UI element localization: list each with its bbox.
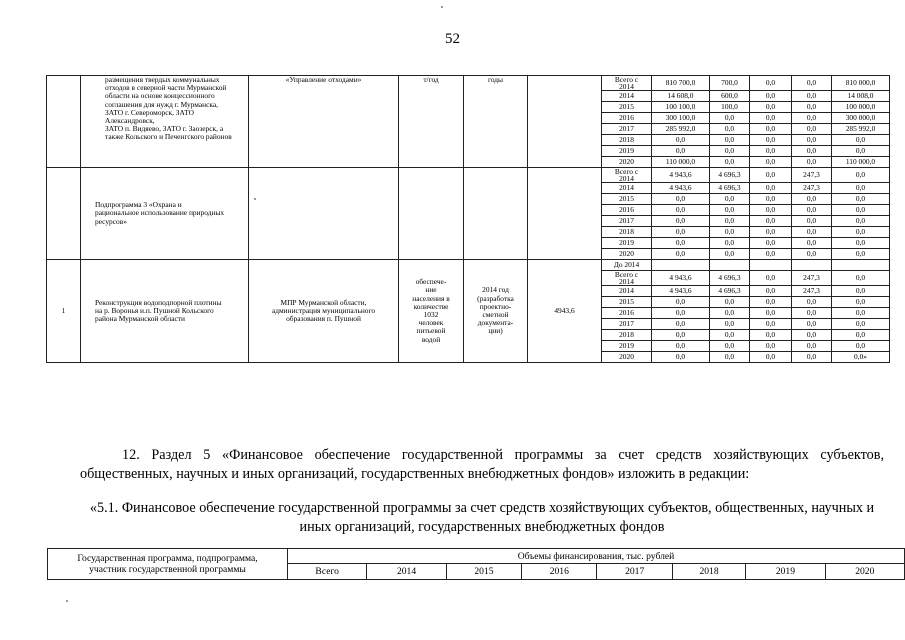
year-cell: 2017 [602, 319, 652, 330]
amount-cell: 100 000,0 [832, 102, 890, 113]
amount-cell: 247,3 [792, 168, 832, 183]
amount-cell: 0,0 [710, 352, 750, 363]
year-cell: 2020 [602, 352, 652, 363]
amount-cell: 0,0 [710, 216, 750, 227]
amount-cell: 0,0 [750, 124, 792, 135]
paragraph-5-1: «5.1. Финансовое обеспечение государственной программы за счет средств хозяйствующих субъектов, общественных, научных и иных организаций, государственных внебюджетных фондов [89, 500, 875, 535]
amount-cell: 0,0 [652, 135, 710, 146]
year-cell: 2014 [602, 286, 652, 297]
amount-cell: 0,0 [832, 271, 890, 286]
amount-cell: 4 943,6 [652, 183, 710, 194]
table-row [47, 76, 890, 91]
amount-cell: 0,0 [832, 194, 890, 205]
year-cell: Всего с 2014 [602, 271, 652, 286]
program-column-header: Государственная программа, подпрограмма, участник государственной программы [48, 549, 288, 580]
executor-cell: «Управление отходами» [249, 76, 399, 168]
col-2015-header: 2015 [446, 564, 521, 580]
amount-cell: 0,0 [710, 308, 750, 319]
amount-cell: 0,0 [792, 91, 832, 102]
page-number: 52 [445, 31, 460, 47]
amount-cell: 0,0 [710, 157, 750, 168]
amount-cell: 0,0 [832, 286, 890, 297]
amount-cell: 0,0 [832, 146, 890, 157]
row-number-cell: 1 [47, 260, 81, 363]
scan-speck [254, 198, 256, 200]
col-2014-header: 2014 [367, 564, 446, 580]
amount-cell: 0,0 [750, 249, 792, 260]
year-cell: 2015 [602, 102, 652, 113]
amount-cell: 0,0 [710, 297, 750, 308]
amount-cell: 110 000,0 [832, 157, 890, 168]
amount-cell: 0,0 [792, 146, 832, 157]
year-cell: 2016 [602, 113, 652, 124]
amount-cell: 0,0 [792, 352, 832, 363]
year-cell: 2016 [602, 308, 652, 319]
amount-cell: 0,0 [792, 124, 832, 135]
amount-cell: 0,0 [832, 183, 890, 194]
amount-cell: 810 000,0 [832, 76, 890, 91]
program-funding-table [46, 75, 890, 363]
row-number-cell [47, 76, 81, 168]
amount-cell: 0,0 [832, 308, 890, 319]
amount-cell: 0,0 [710, 341, 750, 352]
amount-cell: 0,0 [792, 238, 832, 249]
amount-cell: 0,0 [710, 319, 750, 330]
year-cell: 2020 [602, 157, 652, 168]
year-cell: 2018 [602, 227, 652, 238]
amount-cell: 0,0 [750, 135, 792, 146]
result-cell: годы [464, 76, 528, 168]
amount-cell: 0,0 [832, 205, 890, 216]
amount-cell: 0,0 [832, 168, 890, 183]
year-cell: 2019 [602, 146, 652, 157]
measure-name-cell: Подпрограмма 3 «Охрана и рациональное использование природных ресурсов» [81, 168, 249, 260]
amount-cell: 0,0 [750, 183, 792, 194]
amount-cell: 100,0 [710, 102, 750, 113]
amount-cell: 0,0 [792, 341, 832, 352]
scan-speck [66, 600, 68, 602]
amount-cell: 0,0 [710, 205, 750, 216]
amount-cell: 4 943,6 [652, 271, 710, 286]
amount-cell [750, 260, 792, 271]
amount-cell: 0,0 [832, 319, 890, 330]
funding-column-header: Объемы финансирования, тыс. рублей [288, 549, 905, 564]
executor-cell: МПР Мурманской области, администрация муниципального образования п. Пушной [249, 260, 399, 363]
funding-volume-table [47, 548, 905, 580]
amount-cell: 0,0 [750, 168, 792, 183]
amount-cell: 0,0 [750, 352, 792, 363]
col-2016-header: 2016 [522, 564, 597, 580]
amount-cell [652, 260, 710, 271]
col-2020-header: 2020 [825, 564, 904, 580]
amount-cell: 0,0 [710, 227, 750, 238]
indicator-cell: обеспече- ние населения в количестве 1032 человек питьевой водой [399, 260, 464, 363]
amount-cell: 0,0 [652, 308, 710, 319]
year-cell: 2017 [602, 216, 652, 227]
col-2019-header: 2019 [746, 564, 825, 580]
cost-cell [528, 76, 602, 168]
year-cell: 2016 [602, 205, 652, 216]
amount-cell: 0,0 [652, 146, 710, 157]
amount-cell: 0,0 [792, 102, 832, 113]
amount-cell: 0,0 [750, 216, 792, 227]
table-row [47, 168, 890, 183]
amount-cell: 247,3 [792, 271, 832, 286]
result-cell [464, 168, 528, 260]
amount-cell: 300 100,0 [652, 113, 710, 124]
amount-cell: 285 992,0 [832, 124, 890, 135]
amount-cell: 0,0 [832, 135, 890, 146]
year-cell: 2018 [602, 330, 652, 341]
amount-cell: 0,0 [750, 227, 792, 238]
measure-name-cell: размещения твердых коммунальных отходов в северной части Мурманской области на основе концессионного соглашения для нужд г. Мурманска, ЗАТО г. Североморск, ЗАТО Александровск, ЗАТО п. Видяево, ЗАТО г. Заозерск, а также Кольского и Печенгского районов [81, 76, 249, 168]
amount-cell: 0,0 [750, 146, 792, 157]
col-2018-header: 2018 [672, 564, 745, 580]
year-cell: 2015 [602, 297, 652, 308]
amount-cell [832, 260, 890, 271]
measure-name-cell: Реконструкция водоподпорной плотины на р. Воронья и.п. Пушной Кольского района Мурманской области [81, 260, 249, 363]
cost-cell: 4943,6 [528, 260, 602, 363]
amount-cell: 0,0 [710, 135, 750, 146]
amount-cell: 0,0 [652, 341, 710, 352]
indicator-cell: т/год [399, 76, 464, 168]
year-cell: 2019 [602, 238, 652, 249]
amount-cell: 0,0 [652, 297, 710, 308]
year-cell: 2018 [602, 135, 652, 146]
amount-cell: 0,0 [710, 124, 750, 135]
amount-cell: 247,3 [792, 183, 832, 194]
amount-cell: 0,0 [792, 205, 832, 216]
amount-cell: 600,0 [710, 91, 750, 102]
row-number-cell [47, 168, 81, 260]
scan-speck [441, 6, 443, 8]
executor-cell [249, 168, 399, 260]
amount-cell: 0,0 [750, 330, 792, 341]
year-cell: 2020 [602, 249, 652, 260]
amount-cell: 0,0 [832, 238, 890, 249]
amount-cell: 14 608,0 [652, 91, 710, 102]
amount-cell: 810 700,0 [652, 76, 710, 91]
amount-cell: 0,0 [710, 113, 750, 124]
amount-cell: 0,0 [652, 205, 710, 216]
amount-cell: 0,0 [750, 297, 792, 308]
amount-cell: 0,0 [710, 194, 750, 205]
amount-cell [710, 260, 750, 271]
amount-cell: 4 696,3 [710, 286, 750, 297]
amount-cell: 0,0 [710, 330, 750, 341]
amount-cell: 4 943,6 [652, 286, 710, 297]
amount-cell: 0,0 [750, 157, 792, 168]
amount-cell: 0,0 [652, 249, 710, 260]
year-cell: Всего с 2014 [602, 168, 652, 183]
amount-cell: 0,0 [652, 216, 710, 227]
amount-cell: 0,0 [750, 341, 792, 352]
amount-cell: 0,0 [792, 319, 832, 330]
year-cell: Всего с 2014 [602, 76, 652, 91]
amount-cell: 0,0 [710, 238, 750, 249]
table-row [47, 260, 890, 271]
year-cell: 2015 [602, 194, 652, 205]
amount-cell: 0,0 [750, 91, 792, 102]
amount-cell: 0,0 [652, 352, 710, 363]
amount-cell: 0,0 [792, 76, 832, 91]
amount-cell: 0,0 [832, 249, 890, 260]
amount-cell: 14 008,0 [832, 91, 890, 102]
amount-cell: 0,0 [750, 194, 792, 205]
amount-cell: 0,0 [832, 330, 890, 341]
amount-cell: 4 696,3 [710, 271, 750, 286]
amount-cell: 110 000,0 [652, 157, 710, 168]
col-total-header: Всего [288, 564, 367, 580]
indicator-cell [399, 168, 464, 260]
year-cell: До 2014 [602, 260, 652, 271]
amount-cell: 0,0 [792, 297, 832, 308]
amount-cell: 0,0 [832, 341, 890, 352]
year-cell: 2014 [602, 183, 652, 194]
amount-cell: 285 992,0 [652, 124, 710, 135]
amount-cell: 0,0 [792, 113, 832, 124]
year-cell: 2017 [602, 124, 652, 135]
amount-cell: 4 696,3 [710, 183, 750, 194]
amount-cell: 300 000,0 [832, 113, 890, 124]
cost-cell [528, 168, 602, 260]
amount-cell: 0,0» [832, 352, 890, 363]
amount-cell: 0,0 [750, 205, 792, 216]
amount-cell: 0,0 [652, 330, 710, 341]
paragraph-12: 12. Раздел 5 «Финансовое обеспечение государственной программы за счет средств хозяйствующих субъектов, общественных, научных и иных организаций, государственных внебюджетных фондов» изложить в редакции: [80, 447, 884, 482]
amount-cell: 0,0 [832, 227, 890, 238]
amount-cell: 4 943,6 [652, 168, 710, 183]
year-cell: 2019 [602, 341, 652, 352]
amount-cell: 0,0 [792, 249, 832, 260]
amount-cell [792, 260, 832, 271]
amount-cell: 0,0 [832, 216, 890, 227]
amount-cell: 100 100,0 [652, 102, 710, 113]
amount-cell: 0,0 [710, 249, 750, 260]
amount-cell: 0,0 [750, 102, 792, 113]
amount-cell: 0,0 [792, 308, 832, 319]
amount-cell: 0,0 [750, 76, 792, 91]
amount-cell: 0,0 [750, 308, 792, 319]
amount-cell: 0,0 [750, 113, 792, 124]
amount-cell: 700,0 [710, 76, 750, 91]
year-cell: 2014 [602, 91, 652, 102]
amount-cell: 0,0 [792, 194, 832, 205]
amount-cell: 0,0 [750, 319, 792, 330]
col-2017-header: 2017 [597, 564, 672, 580]
amount-cell: 0,0 [652, 194, 710, 205]
amount-cell: 247,3 [792, 286, 832, 297]
amount-cell: 0,0 [832, 297, 890, 308]
amount-cell: 0,0 [792, 157, 832, 168]
amount-cell: 0,0 [750, 271, 792, 286]
amount-cell: 0,0 [652, 319, 710, 330]
amount-cell: 0,0 [792, 216, 832, 227]
amount-cell: 0,0 [792, 135, 832, 146]
amount-cell: 0,0 [652, 238, 710, 249]
amount-cell: 4 696,3 [710, 168, 750, 183]
amount-cell: 0,0 [792, 227, 832, 238]
amount-cell: 0,0 [750, 238, 792, 249]
amount-cell: 0,0 [792, 330, 832, 341]
amount-cell: 0,0 [652, 227, 710, 238]
amount-cell: 0,0 [750, 286, 792, 297]
result-cell: 2014 год (разработка проектно- сметной документа- ции) [464, 260, 528, 363]
amount-cell: 0,0 [710, 146, 750, 157]
